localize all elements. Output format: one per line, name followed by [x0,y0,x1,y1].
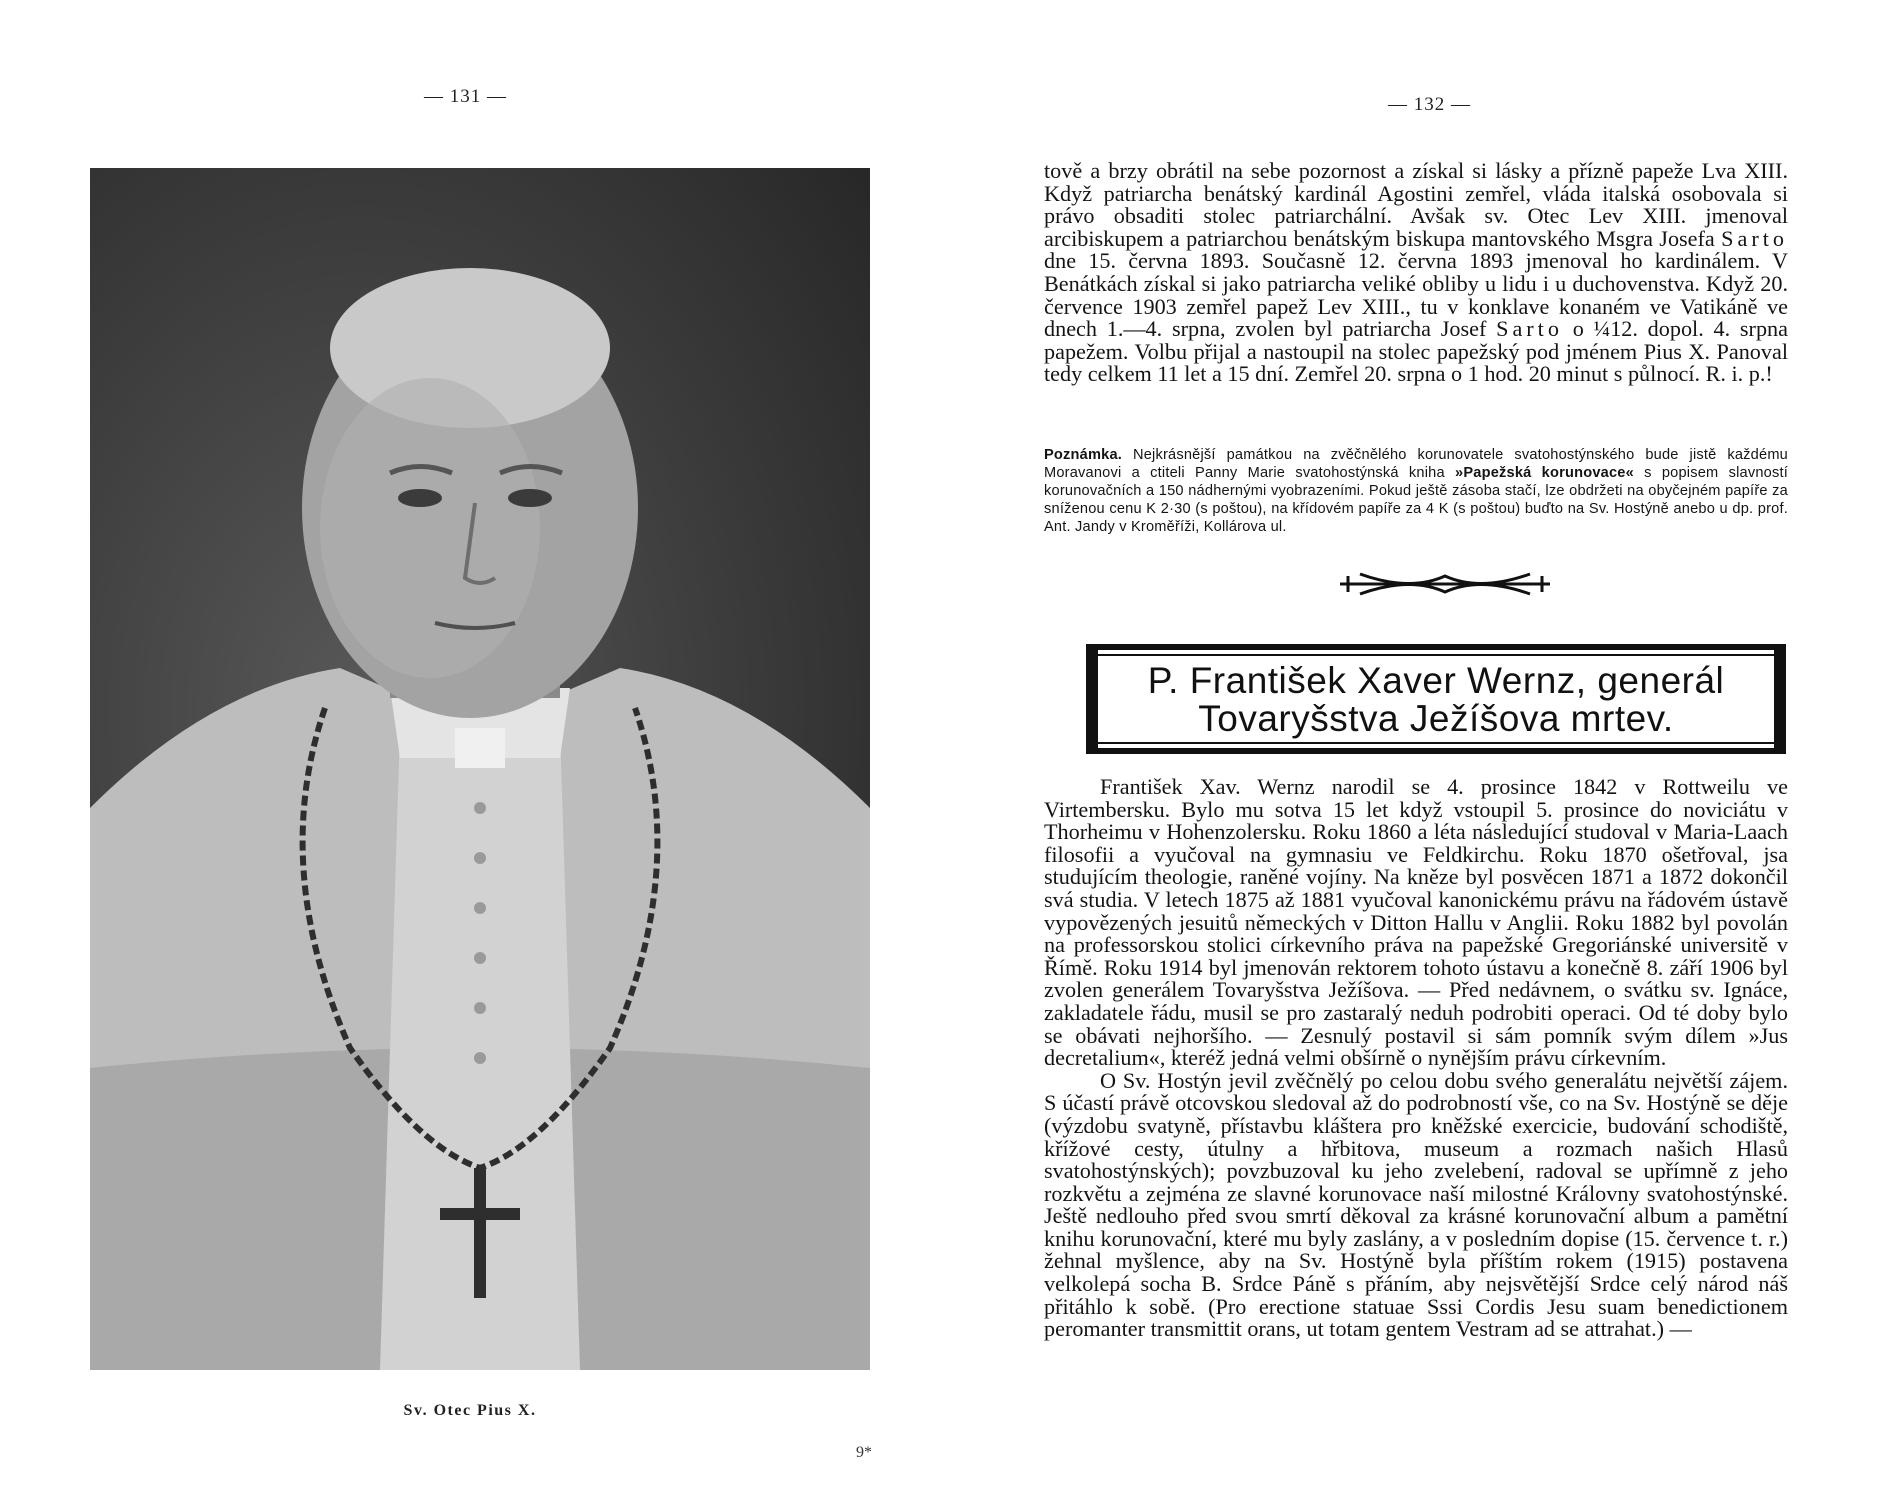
heading-rule [1098,742,1774,744]
heading-rule [1098,644,1774,650]
paragraph-text-part: o ¼12. dopol. 4. srpna papežem. Volbu přijal a nastoupil na stolec papežský pod jménem Pius X. Panoval tedy celkem 11 let a 15 dní. Zemřel 20. srpna o 1 hod. 20 minut s půlnocí. R. i. p.! [1044,316,1788,387]
paragraph-text-part: tově a brzy obrátil na sebe pozornost a získal si lásky a přízně papeže Lva XIII. Když patriarcha benátský kardinál Agostini zemřel, vláda italská osobovala si právo obsaditi stolec patriarchální. Avšak sv. Otec Lev XIII. jmenoval arcibiskupem a patriarchou benátským biskupa mantovského Msgra Josefa [1044,158,1788,251]
footnote-text: s popisem slavností korunovačních a 150 nádhernými vyobrazeními. Pokud ještě zásoba stačí, lze obdržeti na obyčejném papíře za sníženou cenu K 2·30 (s poštou), na křídovém papíře za 4 K (s poštou) buďto na Sv. Hostýně anebo u dp. prof. Ant. Jandy v Kroměříži, Kollárova ul. [1044,465,1788,535]
footnote [1044,446,1788,536]
spaced-name: Sarto [1496,316,1563,342]
article-paragraph: O Sv. Hostýn jevil zvěčnělý po celou dobu svého generalátu největší zájem. S účastí právě otcovskou sledoval až do podrobností vše, co na Sv. Hostýně se děje (výzdobu svatyně, přístavbu kláštera pro kněžské exercicie, budování schodiště, křížové cesty, útulny a hřbitova, museum a rozmach našich Hlasů svatohostýnských); povzbuzoval ku jeho zvelebení, radoval se upřímně z jeho rozkvětu a zejména ze slavné korunovace naší milostné Královny svatohostýnské. Ještě nedlouho před svou smrtí děkoval za krásné korunovační album a pamětní knihu korunovační, které mu byly zaslány, a v posledním dopise (15. července t. r.) žehnal myšlence, aby na Sv. Hostýně byla příštím rokem (1915) postavena velkolepá socha B. Srdce Páně s přáním, aby nejsvětější Srdce celý národ náš přitáhlo k sobě. (Pro erectione statuae Sssi Cordis Jesu suam benedictionem peromanter transmittit orans, ut totam gentem Vestram ad se attrahat.) — [1044,1067,1788,1342]
portrait-photo [90,168,870,1370]
signature-mark: 9* [856,1444,872,1461]
spaced-name: Sarto [1721,225,1788,251]
article-heading-box [1086,644,1786,754]
article-body [1044,776,1788,1341]
ornament-divider-icon [1330,566,1560,602]
heading-line: P. František Xaver Wernz, generál [1147,660,1725,701]
page-number-right: — 132 — [1388,94,1471,115]
footnote-label: Poznámka. [1044,447,1123,463]
left-page [0,0,940,1500]
paragraph-text-part: dne 15. června 1893. Současně 12. června 1893 jmenoval ho kardinálem. V Benátkách získal si jako patriarcha veliké obliby u lidu i u duchovenstva. Když 20. července 1903 zemřel papež Lev XIII., tu v konklave konaném ve Vatikáně ve dnech 1.—4. srpna, zvolen byl patriarcha Josef [1044,248,1788,342]
footnote-text: Nejkrásnější památkou na zvěčnělého korunovatele svatohostýnského bude jistě každému Moravanovi a ctiteli Panny Marie svatohostýnská kniha [1044,447,1788,481]
page-number-left: — 131 — [424,86,507,107]
article-heading [1098,662,1774,738]
heading-rule [1098,654,1774,656]
article-paragraph: František Xav. Wernz narodil se 4. prosince 1842 v Rottweilu ve Virtembersku. Bylo mu sotva 15 let když vstoupil 5. prosince do noviciátu v Thorheimu v Hohenzolersku. Roku 1860 a léta následující studoval v Maria-Laach filosofii a vyučoval na gymnasiu ve Feldkirchu. Roku 1870 ošetřoval, jsa studujícím theologie, raněné vojíny. Na kněze byl posvěcen 1871 a 1872 dokončil svá studia. V letech 1875 až 1881 vyučoval kanonickému právu na řádovém ústavě vypovězených jesuitů německých v Ditton Hallu v Anglii. Roku 1882 byl povolán na professorskou stolici církevního práva na papežské Gregoriánské universitě v Římě. Roku 1914 byl jmenován rektorem tohoto ústavu a konečně 8. září 1906 byl zvolen generálem Tovaryšstva Ježíšova. — Před nedávnem, o svátku sv. Ignáce, zakladatele řádu, musil se pro zastaralý neduh podrobiti operaci. Od té doby bylo se obávati nejhoršího. — Zesnulý postavil si sám pomník svým dílem »Jus decretalium«, kteréž jedná velmi obšírně o nynějším právu církevním. [1044,774,1788,1071]
heading-line: Tovaryšstva Ježíšova mrtev. [1198,698,1674,739]
portrait-caption: Sv. Otec Pius X. [403,1402,537,1419]
continued-paragraph-text [1044,160,1788,386]
book-title: »Papežská korunovace« [1455,465,1634,481]
portrait-illustration [90,168,870,1370]
heading-rule [1098,748,1774,754]
continued-paragraph [1044,160,1788,386]
